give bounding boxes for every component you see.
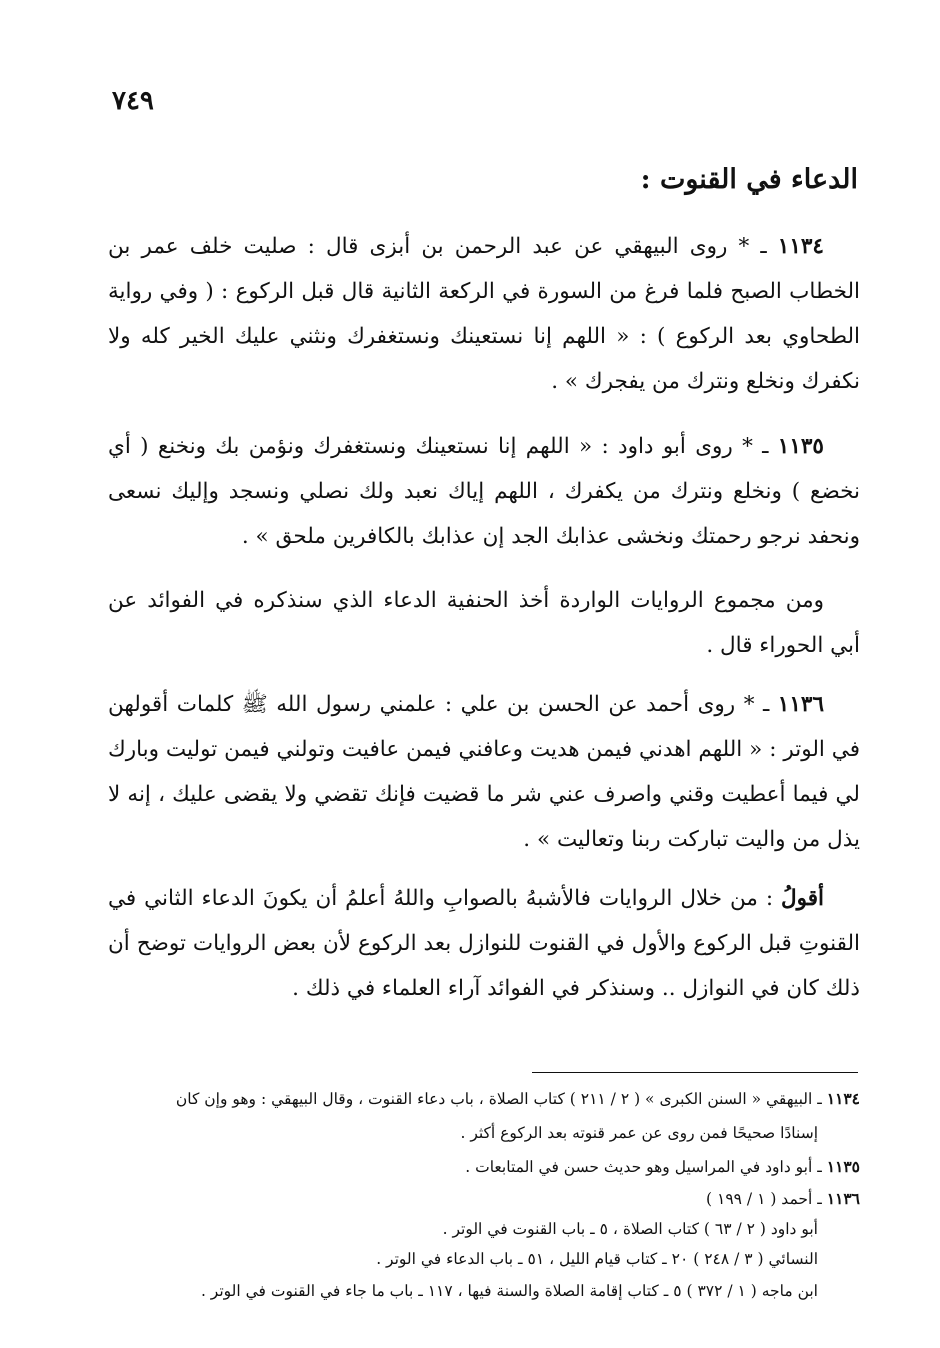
hadith-text: روى البيهقي عن عبد الرحمن بن أبزى قال : صليت خلف عمر بن الخطاب الصبح فلما فرغ من السورة في الركعة الثانية قال قبل الركوع : ( وفي رواية الطحاوي بعد الركوع ) : « اللهم إنا نستعينك ونستغفرك ونثني عليك الخير كله ولا نكفرك ونخلع ونترك من يفجرك » . [108, 234, 860, 394]
hadith-1136 [108, 682, 860, 862]
opinion-lead: أقولُ [781, 886, 824, 911]
hadith-number: ١١٣٦ [777, 692, 824, 717]
footnote-1136-source: ابن ماجه ( ١ / ٣٧٢ ) ٥ ـ كتاب إقامة الصلاة والسنة فيها ، ١١٧ ـ باب ما جاء في القنوت في الوتر . [200, 1282, 818, 1300]
footnote-1136-source: أبو داود ( ٢ / ٦٣ ) كتاب الصلاة ، ٥ ـ باب القنوت في الوتر . [442, 1220, 818, 1238]
footnote-text: ـ أبو داود في المراسيل وهو حديث حسن في المتابعات . [465, 1158, 827, 1176]
hadith-text: روى أحمد عن الحسن بن علي : علمني رسول الله ﷺ كلمات أقولهن في الوتر : « اللهم اهدني فيمن هديت وعافني فيمن عافيت وتولني فيمن توليت وبارك لي فيما أعطيت وقني واصرف عني شر ما قضيت فإنك تقضي ولا يقضى عليك ، إنه لا يذل من واليت تباركت ربنا وتعاليت » . [108, 692, 860, 852]
author-opinion-paragraph [108, 876, 860, 1011]
hadith-1135 [108, 424, 860, 559]
footnote-1134 [108, 1084, 860, 1114]
hadith-separator: ـ * [735, 692, 778, 717]
footnote-number: ١١٣٤ [826, 1089, 860, 1108]
footnote-1136 [108, 1184, 860, 1214]
footnote-1134-continuation: إسنادًا صحيحًا فمن روى عن عمر قنوته بعد الركوع أكثر . [460, 1124, 818, 1142]
footnote-text: ـ البيهقي « السنن الكبرى » ( ٢ / ٢١١ ) كتاب الصلاة ، باب دعاء القنوت ، وقال البيهقي : وهو وإن كان [175, 1090, 827, 1108]
page-number: ٧٤٩ [112, 86, 154, 116]
footnote-number: ١١٣٦ [826, 1189, 860, 1208]
footnote-separator-line [532, 1072, 858, 1073]
footnote-text: ـ أحمد ( ١ / ١٩٩ ) [706, 1190, 827, 1208]
opinion-text: : من خلال الروايات فالأشبهُ بالصوابِ واللهُ أعلمُ أن يكونَ الدعاء الثاني في القنوتِ قبل الركوع والأول في القنوت للنوازل بعد الركوع لأن بعض الروايات توضح أن ذلك كان في النوازل .. وسنذكر في الفوائد آراء العلماء في ذلك . [108, 886, 860, 1001]
hadith-1134 [108, 224, 860, 404]
footnote-1136-source: النسائي ( ٣ / ٢٤٨ ) ٢٠ ـ كتاب قيام الليل ، ٥١ ـ باب الدعاء في الوتر . [376, 1250, 818, 1268]
hadith-number: ١١٣٥ [777, 434, 824, 459]
footnote-number: ١١٣٥ [826, 1157, 860, 1176]
commentary-text: ومن مجموع الروايات الواردة أخذ الحنفية الدعاء الذي سنذكره في الفوائد عن أبي الحوراء قال . [108, 588, 860, 658]
hadith-separator: ـ * [727, 234, 778, 259]
footnote-1135 [108, 1152, 860, 1182]
hadith-text: روى أبو داود : « اللهم إنا نستعينك ونستغفرك ونؤمن بك ونخنع ( أي نخضع ) ونخلع ونترك من يكفرك ، اللهم إياك نعبد ولك نصلي ونسجد وإليك نسعى ونحفد نرجو رحمتك ونخشى عذابك الجد إن عذابك بالكافرين ملحق » . [108, 434, 860, 549]
section-heading: الدعاء في القنوت : [640, 164, 858, 195]
hadith-separator: ـ * [732, 434, 778, 459]
hadith-number: ١١٣٤ [777, 234, 824, 259]
commentary-paragraph [108, 578, 860, 668]
